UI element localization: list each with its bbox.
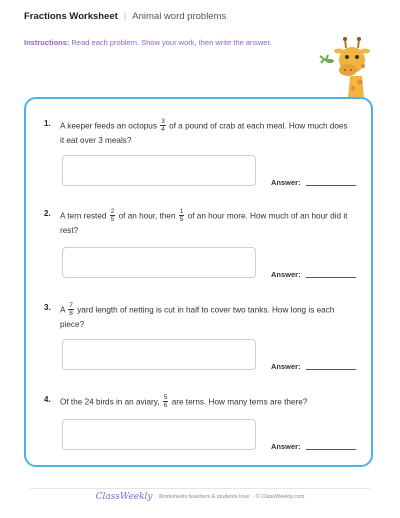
problem-number: 2.	[44, 209, 51, 218]
fraction: $\frac{3}{4}$	[161, 118, 165, 133]
problem-text: Of the 24 birds in an aviary, $\frac{5}{6}$ are terns. How many terns are there?	[60, 394, 308, 409]
giraffe-icon	[318, 36, 370, 98]
worksheet-header	[24, 11, 226, 22]
footer-divider	[30, 488, 370, 489]
work-box[interactable]	[62, 247, 256, 278]
brand-logo[interactable]: ClassWeekly	[95, 492, 153, 502]
problems-card	[24, 97, 373, 467]
footer-copyright: © ClassWeekly.com	[255, 494, 305, 500]
problem-text: A $\frac{7}{8}$ yard length of netting is cut in half to cover two tanks. How long is each piece?	[60, 302, 335, 329]
answer-line[interactable]	[306, 449, 356, 450]
answer-label: Answer:	[271, 270, 301, 279]
worksheet-title: Fractions Worksheet	[24, 11, 118, 22]
answer-line[interactable]	[306, 185, 356, 186]
work-box[interactable]	[62, 419, 256, 450]
worksheet-subtitle: Animal word problems	[132, 11, 227, 22]
fraction: $\frac{5}{6}$	[163, 394, 168, 409]
answer-label: Answer:	[271, 442, 301, 451]
work-box[interactable]	[62, 155, 256, 186]
answer-label: Answer:	[271, 362, 301, 371]
answer-line[interactable]	[306, 277, 356, 278]
work-box[interactable]	[62, 339, 256, 370]
header-separator: |	[123, 11, 127, 22]
answer-line[interactable]	[306, 369, 356, 370]
problem-text: A tern rested $\frac{2}{5}$ of an hour, then $\frac{1}{5}$ of an hour more. How much of an hour did it rest?	[60, 208, 348, 235]
fraction: $\frac{1}{5}$	[179, 208, 184, 223]
instructions	[24, 38, 272, 47]
footer-tagline: Worksheets teachers & students love.	[158, 494, 251, 500]
problem-number: 3.	[44, 303, 51, 312]
problem-text: A keeper feeds an octopus $\frac{3}{4}$ of a pound of crab at each meal. How much does it eat over 3 meals?	[60, 118, 348, 145]
answer-label: Answer:	[271, 178, 301, 187]
fraction: $\frac{2}{5}$	[110, 208, 115, 223]
problem-number: 1.	[44, 119, 51, 128]
instructions-label: Instructions:	[24, 38, 70, 47]
problem-number: 4.	[44, 395, 51, 404]
instructions-text: Read each problem. Show your work, then write the answer.	[69, 38, 272, 47]
footer: ClassWeekly Worksheets teachers & students love. · © ClassWeekly.com	[95, 492, 305, 502]
fraction: $\frac{7}{8}$	[69, 302, 73, 317]
